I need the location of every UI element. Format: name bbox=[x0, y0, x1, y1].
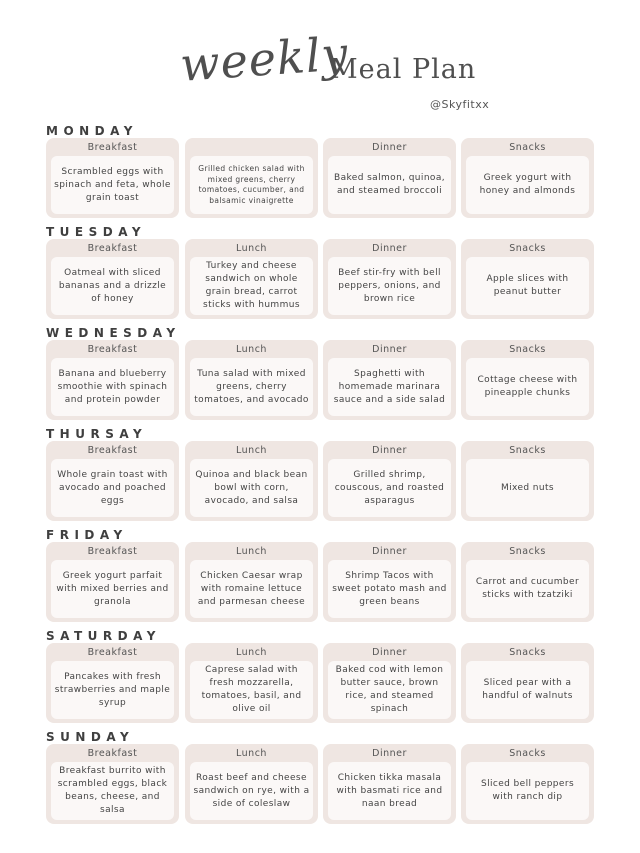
page-header bbox=[0, 0, 640, 120]
day-row-friday bbox=[0, 528, 640, 629]
meal-card bbox=[461, 239, 594, 319]
meal-type-label: Lunch bbox=[236, 647, 267, 658]
meal-card bbox=[185, 138, 318, 218]
meal-card bbox=[185, 744, 318, 824]
meal-description: Banana and blueberry smoothie with spinach and protein powder bbox=[51, 358, 174, 416]
day-row-thursay bbox=[0, 427, 640, 528]
meal-card bbox=[46, 542, 179, 622]
meal-card bbox=[185, 542, 318, 622]
meal-card bbox=[185, 340, 318, 420]
meal-type-label: Breakfast bbox=[87, 344, 138, 355]
meal-description: Roast beef and cheese sandwich on rye, with a side of coleslaw bbox=[190, 762, 313, 820]
meal-description: Baked cod with lemon butter sauce, brown rice, and steamed spinach bbox=[328, 661, 451, 719]
meal-type-label: Snacks bbox=[509, 546, 546, 557]
meal-card bbox=[461, 441, 594, 521]
meal-description: Oatmeal with sliced bananas and a drizzle of honey bbox=[51, 257, 174, 315]
meal-type-label: Lunch bbox=[236, 445, 267, 456]
meal-description: Turkey and cheese sandwich on whole grain bread, carrot sticks with hummus bbox=[190, 257, 313, 315]
meal-cards bbox=[46, 643, 594, 723]
meal-type-label: Snacks bbox=[509, 445, 546, 456]
meal-card bbox=[323, 744, 456, 824]
meal-description: Chicken Caesar wrap with romaine lettuce and parmesan cheese bbox=[190, 560, 313, 618]
meal-card bbox=[185, 239, 318, 319]
meal-card bbox=[323, 239, 456, 319]
meal-description: Sliced bell peppers with ranch dip bbox=[466, 762, 589, 820]
meal-description: Greek yogurt with honey and almonds bbox=[466, 156, 589, 214]
meal-description: Greek yogurt parfait with mixed berries and granola bbox=[51, 560, 174, 618]
meal-description: Caprese salad with fresh mozzarella, tomatoes, basil, and olive oil bbox=[190, 661, 313, 719]
meal-type-label: Snacks bbox=[509, 344, 546, 355]
day-row-saturday bbox=[0, 629, 640, 730]
day-row-tuesday bbox=[0, 225, 640, 326]
meal-type-label: Dinner bbox=[372, 344, 407, 355]
meal-type-label: Lunch bbox=[236, 344, 267, 355]
meal-type-label: Breakfast bbox=[87, 748, 138, 759]
meal-type-label: Snacks bbox=[509, 142, 546, 153]
day-label: MONDAY bbox=[46, 124, 138, 138]
meal-cards bbox=[46, 441, 594, 521]
meal-type-label: Dinner bbox=[372, 546, 407, 557]
meal-cards bbox=[46, 239, 594, 319]
meal-card bbox=[323, 542, 456, 622]
meal-description: Spaghetti with homemade marinara sauce and a side salad bbox=[328, 358, 451, 416]
meal-card bbox=[461, 643, 594, 723]
meal-type-label: Breakfast bbox=[87, 243, 138, 254]
meal-description: Tuna salad with mixed greens, cherry tomatoes, and avocado bbox=[190, 358, 313, 416]
day-label: TUESDAY bbox=[46, 225, 147, 239]
page-title: Meal Plan bbox=[330, 54, 477, 85]
day-label: THURSAY bbox=[46, 427, 148, 441]
meal-type-label: Breakfast bbox=[87, 445, 138, 456]
meal-card bbox=[46, 441, 179, 521]
meal-cards bbox=[46, 744, 594, 824]
meal-type-label: Dinner bbox=[372, 748, 407, 759]
meal-card bbox=[323, 138, 456, 218]
meal-card bbox=[461, 340, 594, 420]
meal-card bbox=[46, 744, 179, 824]
meal-description: Chicken tikka masala with basmati rice and naan bread bbox=[328, 762, 451, 820]
meal-description: Carrot and cucumber sticks with tzatziki bbox=[466, 560, 589, 618]
day-label: WEDNESDAY bbox=[46, 326, 181, 340]
meal-card bbox=[46, 239, 179, 319]
meal-card bbox=[323, 441, 456, 521]
meal-type-label: Lunch bbox=[236, 243, 267, 254]
meal-description: Grilled chicken salad with mixed greens, cherry tomatoes, cucumber, and balsamic vinaigrette bbox=[190, 156, 313, 214]
meal-description: Grilled shrimp, couscous, and roasted asparagus bbox=[328, 459, 451, 517]
meal-type-label: Breakfast bbox=[87, 142, 138, 153]
meal-cards bbox=[46, 138, 594, 218]
meal-card bbox=[46, 643, 179, 723]
meal-type-label: Dinner bbox=[372, 445, 407, 456]
meal-description: Sliced pear with a handful of walnuts bbox=[466, 661, 589, 719]
meal-description: Cottage cheese with pineapple chunks bbox=[466, 358, 589, 416]
author-handle: @Skyfitxx bbox=[430, 98, 490, 111]
day-row-monday bbox=[0, 124, 640, 225]
meal-card bbox=[185, 441, 318, 521]
meal-description: Quinoa and black bean bowl with corn, avocado, and salsa bbox=[190, 459, 313, 517]
day-label: SATURDAY bbox=[46, 629, 161, 643]
day-label: SUNDAY bbox=[46, 730, 135, 744]
meal-description: Shrimp Tacos with sweet potato mash and green beans bbox=[328, 560, 451, 618]
meal-description: Breakfast burrito with scrambled eggs, black beans, cheese, and salsa bbox=[51, 762, 174, 820]
meal-cards bbox=[46, 340, 594, 420]
meal-description: Beef stir-fry with bell peppers, onions, and brown rice bbox=[328, 257, 451, 315]
meal-type-label: Dinner bbox=[372, 142, 407, 153]
meal-type-label: Dinner bbox=[372, 243, 407, 254]
meal-description: Mixed nuts bbox=[466, 459, 589, 517]
day-row-sunday bbox=[0, 730, 640, 831]
meal-description: Whole grain toast with avocado and poached eggs bbox=[51, 459, 174, 517]
meal-type-label: Snacks bbox=[509, 647, 546, 658]
meal-card bbox=[461, 542, 594, 622]
meal-description: Baked salmon, quinoa, and steamed broccoli bbox=[328, 156, 451, 214]
meal-type-label: Snacks bbox=[509, 748, 546, 759]
meal-description: Apple slices with peanut butter bbox=[466, 257, 589, 315]
meal-type-label: Breakfast bbox=[87, 647, 138, 658]
day-row-wednesday bbox=[0, 326, 640, 427]
meal-card bbox=[461, 138, 594, 218]
meal-type-label: Dinner bbox=[372, 647, 407, 658]
meal-type-label: Lunch bbox=[236, 546, 267, 557]
meal-cards bbox=[46, 542, 594, 622]
meal-card bbox=[323, 340, 456, 420]
meal-card bbox=[185, 643, 318, 723]
meal-card bbox=[46, 340, 179, 420]
meal-description: Scrambled eggs with spinach and feta, whole grain toast bbox=[51, 156, 174, 214]
meal-card bbox=[323, 643, 456, 723]
day-label: FRIDAY bbox=[46, 528, 128, 542]
script-title: weekly bbox=[178, 26, 351, 92]
meal-type-label: Lunch bbox=[236, 748, 267, 759]
meal-type-label: Breakfast bbox=[87, 546, 138, 557]
meal-description: Pancakes with fresh strawberries and maple syrup bbox=[51, 661, 174, 719]
meal-type-label: Snacks bbox=[509, 243, 546, 254]
meal-card bbox=[461, 744, 594, 824]
meal-card bbox=[46, 138, 179, 218]
